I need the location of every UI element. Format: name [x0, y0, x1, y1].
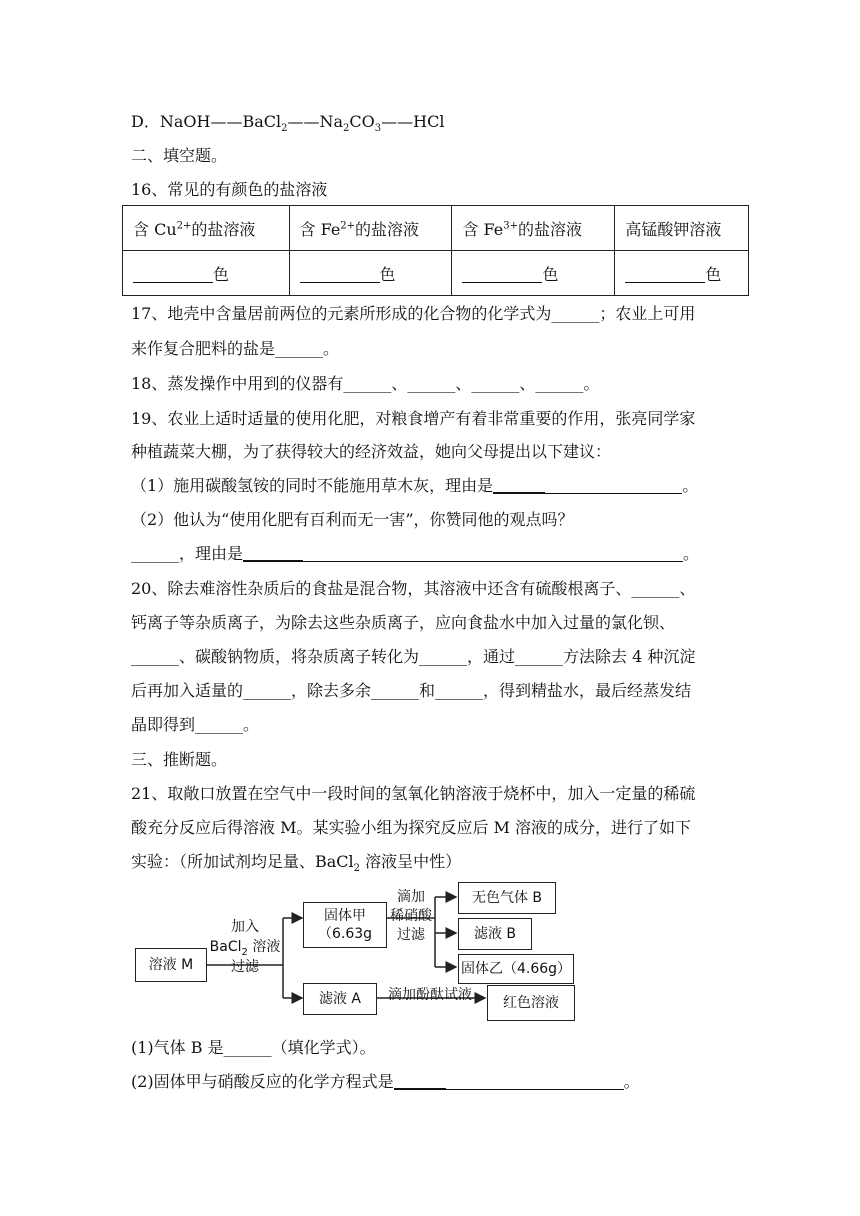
- question-text: 。: [683, 544, 700, 563]
- question-18: 18、蒸发操作中用到的仪器有______、______、______、______。: [131, 374, 600, 393]
- step-text: 过滤: [397, 927, 425, 943]
- box-label: （6.63g: [317, 926, 373, 942]
- table-cell: [289, 206, 452, 251]
- question-19-part2-answer: [131, 543, 699, 565]
- answer-cell[interactable]: [615, 251, 749, 296]
- step-text: [206, 937, 284, 957]
- sub: 2: [241, 946, 248, 958]
- question-text: 。: [623, 1072, 640, 1091]
- question-20-line1: 20、除去难溶性杂质后的食盐是混合物，其溶液中还含有硫酸根离子、______、: [131, 579, 696, 598]
- question-20-line3: ______、碳酸钠物质，将杂质离子转化为______，通过______方法除去 4 种沉淀: [131, 647, 696, 666]
- color-suffix: 色: [705, 264, 722, 284]
- question-text: ______，理由是: [131, 544, 244, 563]
- question-21-line2: 酸充分反应后得溶液 M。某实验小组为探究反应后 M 溶液的成分，进行了如下: [131, 818, 692, 837]
- question-16: 16、常见的有颜色的盐溶液: [131, 180, 328, 199]
- box-label: 滤液 A: [318, 991, 362, 1007]
- sub: 2: [353, 863, 361, 875]
- cell-text: 含 Fe: [299, 219, 341, 239]
- step-text: 滴加酚酞试液: [388, 987, 472, 1003]
- solid-yi-box: [458, 954, 574, 984]
- question-text: 实验：（所加试剂均足量、BaCl: [131, 852, 354, 871]
- answer-blank[interactable]: [303, 545, 683, 562]
- answer-blank[interactable]: [545, 477, 682, 494]
- question-20-line4: 后再加入适量的______，除去多余______和______，得到精盐水，最后经蒸发结: [131, 681, 692, 700]
- answer-blank[interactable]: [133, 266, 213, 283]
- option-d-text: D．NaOH——BaCl: [131, 112, 282, 131]
- cell-text: 的盐溶液: [191, 219, 256, 239]
- step-text: 稀硝酸: [390, 908, 432, 924]
- red-solution-box: [487, 985, 575, 1021]
- answer-blank[interactable]: [625, 266, 705, 283]
- question-text: (2)固体甲与硝酸反应的化学方程式是: [131, 1072, 394, 1091]
- box-label: 固体甲: [324, 908, 366, 924]
- answer-blank[interactable]: [394, 1072, 446, 1090]
- color-suffix: 色: [379, 264, 396, 284]
- step-text: 滴加: [397, 889, 425, 905]
- solution-m-box: [135, 948, 207, 982]
- table-cell: [123, 206, 290, 251]
- question-text: （1）施用碳酸氢铵的同时不能施用草木灰，理由是: [131, 476, 494, 495]
- option-d-text: ——Na: [287, 112, 344, 131]
- step3-label: [378, 985, 482, 1005]
- sup: 3+: [503, 220, 518, 232]
- box-label: 溶液 M: [148, 957, 194, 973]
- question-20-line2: 钙离子等杂质离子，为除去这些杂质离子，应向食盐水中加入过量的氯化钡、: [131, 613, 676, 632]
- section-heading-inference: 三、推断题。: [131, 750, 228, 769]
- step-text: BaCl: [209, 939, 242, 955]
- answer-blank[interactable]: [300, 266, 380, 283]
- cell-text: 含 Cu: [133, 219, 177, 239]
- sup: 2+: [340, 220, 356, 232]
- table-cell: [452, 206, 615, 251]
- sup: 2+: [176, 220, 192, 232]
- box-label: 滤液 B: [473, 926, 517, 942]
- cell-text: 的盐溶液: [355, 219, 420, 239]
- step-text: 加入: [231, 919, 259, 935]
- step2-label: [388, 888, 434, 945]
- step-text: 溶液: [247, 939, 281, 955]
- answer-cell[interactable]: [289, 251, 452, 296]
- question-19-part2: （2）他认为“使用化肥有百利而无一害”，你赞同他的观点吗？: [131, 510, 574, 529]
- option-d-text: CO: [349, 112, 375, 131]
- solid-jia-box: [303, 902, 387, 948]
- table-answer-row: [123, 251, 749, 296]
- answer-blank[interactable]: [446, 1073, 624, 1090]
- question-17-line1: 17、地壳中含量居前两位的元素所形成的化合物的化学式为______；农业上可用: [131, 304, 696, 323]
- question-text: 溶液呈中性）: [360, 852, 462, 871]
- question-19-part1: [131, 475, 698, 497]
- question-text: 。: [682, 476, 699, 495]
- sub: 2: [343, 123, 350, 135]
- option-d: [131, 111, 444, 133]
- question-19-line1: 19、农业上适时适量的使用化肥，对粮食增产有着非常重要的作用，张亮同学家: [131, 409, 696, 428]
- box-label: 固体乙（4.66g）: [460, 961, 572, 977]
- sub: 2: [281, 123, 288, 135]
- question-19-line2: 种植蔬菜大棚，为了获得较大的经济效益，她向父母提出以下建议：: [131, 442, 612, 461]
- question-17-line2: 来作复合肥料的盐是______。: [131, 339, 340, 358]
- question-21-part1: (1)气体 B 是______（填化学式）。: [131, 1038, 376, 1057]
- box-label: 无色气体 B: [471, 890, 543, 906]
- option-d-text: ——HCl: [381, 112, 445, 131]
- table-cell: [615, 206, 749, 251]
- question-21-line3: [131, 851, 461, 873]
- color-suffix: 色: [542, 264, 559, 284]
- cell-text: 高锰酸钾溶液: [625, 219, 722, 239]
- answer-blank[interactable]: [243, 544, 303, 562]
- answer-cell[interactable]: [123, 251, 290, 296]
- colored-salt-table: [122, 205, 749, 296]
- answer-blank[interactable]: [493, 476, 545, 494]
- answer-cell[interactable]: [452, 251, 615, 296]
- filtrate-b-box: [458, 918, 532, 950]
- question-21-part2: [131, 1071, 640, 1093]
- question-20-line5: 晶即得到______。: [131, 715, 260, 734]
- filtrate-a-box: [303, 983, 377, 1015]
- table-header-row: [123, 206, 749, 251]
- cell-text: 的盐溶液: [518, 219, 583, 239]
- color-suffix: 色: [213, 264, 230, 284]
- step-text: 过滤: [231, 959, 259, 975]
- section-heading-fill-in: 二、填空题。: [131, 146, 228, 165]
- answer-blank[interactable]: [462, 266, 542, 283]
- step1-label: [206, 917, 284, 977]
- cell-text: 含 Fe: [462, 219, 504, 239]
- gas-b-box: [458, 882, 556, 914]
- sub: 3: [374, 123, 382, 135]
- box-label: 红色溶液: [503, 995, 559, 1011]
- question-21-line1: 21、取敞口放置在空气中一段时间的氢氧化钠溶液于烧杯中，加入一定量的稀硫: [131, 784, 696, 803]
